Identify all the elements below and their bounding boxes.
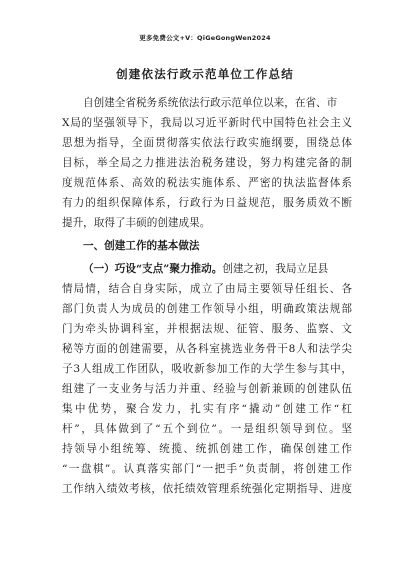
subsection-heading: （一）巧设“支点”聚力推动。 <box>83 263 223 275</box>
paragraph-line: 部门负责人为成员的创建工作领导小组，明确政策法规部 <box>62 303 352 315</box>
paragraph-line: X局的坚强领导下，我局以习近平新时代中国特色社会主义 <box>62 117 352 129</box>
paragraph-line: 目标，举全局之力推进法治税务建设，努力构建完备的制 <box>62 157 352 169</box>
paragraph-line: 组建了一支业务与活力并重、经验与创新兼顾的创建队伍 <box>62 383 352 395</box>
paragraph-line: 子3人组成工作团队，吸收新参加工作的大学生参与其中， <box>62 363 352 375</box>
paragraph-line: 有力的组织保障体系，行政行为日益规范，服务质效不断 <box>62 197 352 209</box>
paragraph-line: 情局情，结合自身实际，成立了由局主要领导任组长、各 <box>62 283 352 295</box>
paragraph-line: 度规范体系、高效的税法实施体系、严密的执法监督体系 <box>62 177 352 189</box>
paragraph-line: 门为牵头协调科室，并根据法规、征管、服务、监察、文 <box>62 323 352 335</box>
paragraph-line: 集中优势，聚合发力，扎实有序“撬动”创建工作“杠 <box>62 403 352 415</box>
paragraph-line: “一盘棋”。认真落实部门“一把手”负责制，将创建工作 <box>62 463 352 475</box>
paragraph-line: 工作纳入绩效考核，依托绩效管理系统强化定期指导、进度 <box>62 483 352 495</box>
header-note: 更多免费公文+V：QiGeGongWen2024 <box>139 34 271 42</box>
subsection-text: 创建之初，我局立足县 <box>222 263 329 275</box>
paragraph-line: 杆”，具体做到了“五个到位”。一是组织领导到位。坚 <box>62 423 352 435</box>
paragraph-line: 持领导小组统筹、统揽、统抓创建工作，确保创建工作 <box>62 443 352 455</box>
paragraph-line: 秘等方面的创建需要，从各科室挑选业务骨干8人和法学尖 <box>62 343 352 355</box>
paragraph-line: 自创建全省税务系统依法行政示范单位以来，在省、市 <box>83 97 338 109</box>
paragraph-line: 提升，取得了丰硕的创建成果。 <box>62 217 211 229</box>
section-heading: 一、创建工作的基本做法 <box>83 240 200 252</box>
document-title: 创建依法行政示范单位工作总结 <box>116 67 294 81</box>
subsection-line <box>83 262 352 276</box>
paragraph-line: 思想为指导，全面贯彻落实依法行政实施纲要，围绕总体 <box>62 137 352 149</box>
